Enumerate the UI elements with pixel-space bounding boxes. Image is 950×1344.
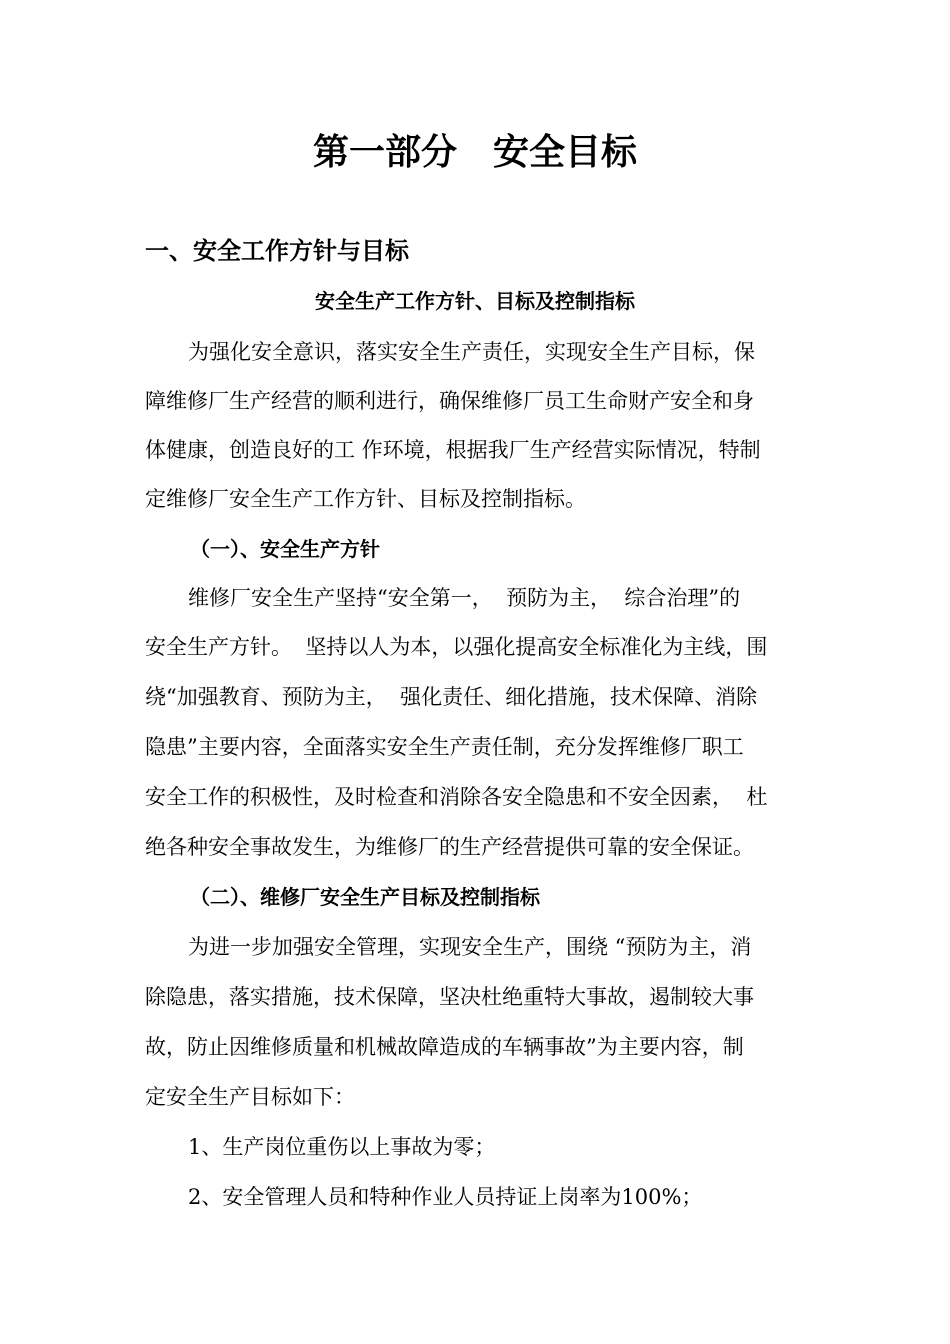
paragraph-3-line-3: 故，防止因维修质量和机械故障造成的车辆事故”为主要内容，制: [145, 1035, 744, 1059]
paragraph-2-line-3: 绕“加强教育、预防为主， 强化责任、细化措施，技术保障、消除: [145, 685, 758, 709]
paragraph-2-line-4: 隐患”主要内容，全面落实安全生产责任制，充分发挥维修厂职工: [145, 735, 744, 759]
paragraph-2-line-5: 安全工作的积极性，及时检查和消除各安全隐患和不安全因素， 杜: [145, 785, 768, 809]
paragraph-3-line-1: 为进一步加强安全管理，实现安全生产，围绕 “预防为主，消: [188, 935, 752, 959]
paragraph-1-line-3: 体健康，创造良好的工 作环境，根据我厂生产经营实际情况，特制: [145, 438, 761, 462]
paragraph-1-line-1: 为强化安全意识，落实安全生产责任，实现安全生产目标，保: [188, 340, 755, 364]
list-item-1: 1、生产岗位重伤以上事故为零；: [188, 1135, 496, 1159]
subsection-heading-1: （一）、安全生产方针: [190, 537, 380, 561]
paragraph-2-line-2: 安全生产方针。 坚持以人为本，以强化提高安全标准化为主线，围: [145, 635, 768, 659]
subsection-heading-2: （二）、维修厂安全生产目标及控制指标: [190, 885, 540, 909]
section-heading-1: 一、安全工作方针与目标: [145, 237, 409, 265]
paragraph-2-line-6: 绝各种安全事故发生，为维修厂的生产经营提供可靠的安全保证。: [145, 835, 754, 859]
paragraph-3-line-2: 除隐患，落实措施，技术保障，坚决杜绝重特大事故，遏制较大事: [145, 985, 754, 1009]
list-item-2: 2、安全管理人员和特种作业人员持证上岗率为100%；: [188, 1185, 703, 1209]
page-title: 第一部分 安全目标: [312, 132, 637, 173]
paragraph-1-line-4: 定维修厂安全生产工作方针、目标及控制指标。: [145, 487, 586, 511]
paragraph-2-line-1: 维修厂安全生产坚持“安全第一， 预防为主， 综合治理”的: [188, 586, 741, 610]
section-subtitle: 安全生产工作方针、目标及控制指标: [315, 289, 635, 313]
paragraph-3-line-4: 定安全生产目标如下：: [145, 1085, 355, 1109]
paragraph-1-line-2: 障维修厂生产经营的顺利进行，确保维修厂员工生命财产安全和身: [145, 389, 754, 413]
